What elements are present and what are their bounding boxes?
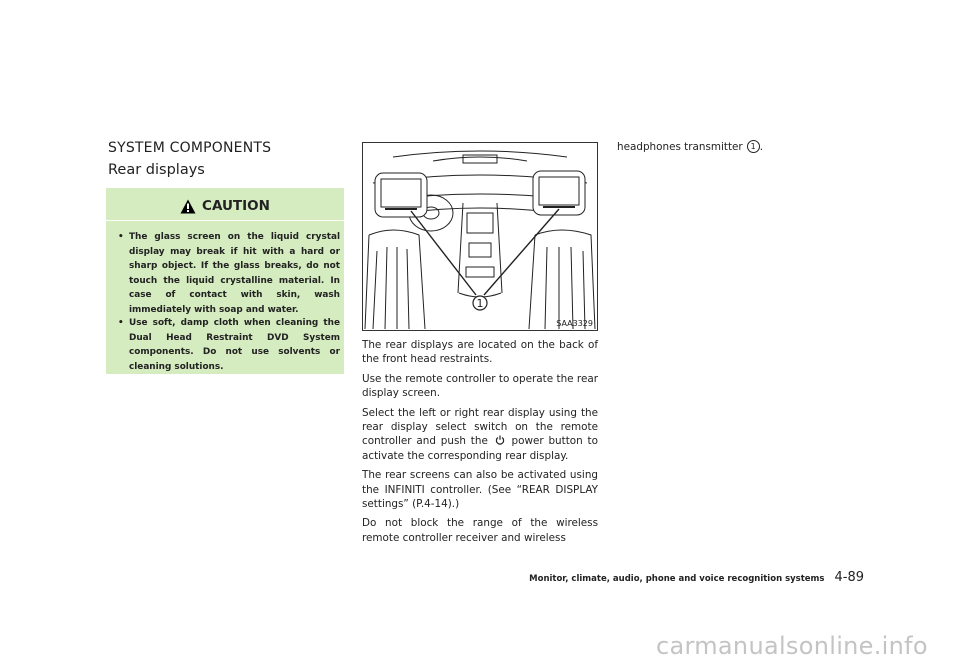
figure-code: SAA3329	[556, 319, 593, 328]
column-three-text	[617, 140, 763, 154]
paragraph-text: Select the left or right rear display using the rear display select switch on the remote controller and push the	[362, 406, 598, 448]
body-text	[362, 338, 598, 550]
page-footer	[520, 566, 864, 585]
bullet-icon: •	[118, 232, 124, 242]
paragraph	[362, 406, 598, 464]
paragraph-text: headphones transmitter	[617, 141, 743, 153]
warning-icon	[180, 199, 196, 214]
sentence-end: .	[759, 141, 764, 153]
figure-callout: 1	[476, 297, 484, 310]
subsection-title: Rear displays	[108, 162, 205, 178]
figure-illustration	[362, 142, 598, 331]
footer-chapter: Monitor, climate, audio, phone and voice recognition systems	[529, 574, 825, 584]
section-title: SYSTEM COMPONENTS	[108, 140, 272, 156]
paragraph: The rear displays are located on the back of the front head restraints.	[362, 339, 598, 366]
power-icon	[495, 435, 505, 445]
paragraph: The rear screens can also be activated using the INFINITI controller. (See “REAR DISPLAY settings” (P.4-14).)	[362, 469, 598, 511]
paragraph: Do not block the range of the wireless remote controller receiver and wireless	[362, 517, 598, 544]
car-interior-illustration	[363, 143, 597, 330]
caution-item	[118, 316, 340, 374]
caution-divider	[106, 220, 344, 221]
caution-item-text: The glass screen on the liquid crystal display may break if hit with a hard or sharp object. If the glass breaks, do not touch the liquid crystalline material. In case of contact with skin, wash immediately with soap and water.	[129, 232, 340, 315]
bullet-icon: •	[118, 318, 124, 328]
paragraph-text: power button to activate the corresponding rear display.	[362, 435, 598, 462]
caution-box	[106, 188, 344, 374]
paragraph: Use the remote controller to operate the rear display screen.	[362, 372, 598, 400]
caution-item	[118, 230, 340, 318]
caution-title: CAUTION	[202, 198, 270, 214]
caution-item-text: Use soft, damp cloth when cleaning the Dual Head Restraint DVD System components. Do not use solvents or cleaning solutions.	[129, 318, 340, 372]
callout-marker: 1	[747, 140, 760, 153]
caution-heading	[106, 198, 344, 214]
watermark: carmanualsonline.info	[656, 632, 928, 660]
page-number: 4-89	[834, 570, 864, 585]
